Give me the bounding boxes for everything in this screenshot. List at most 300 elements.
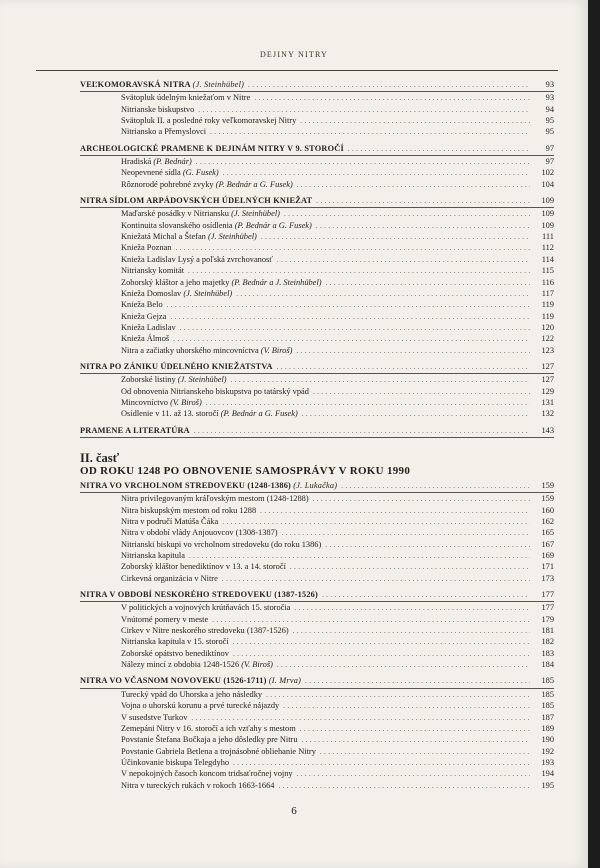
entry-title (121, 300, 163, 309)
toc-entry (80, 221, 554, 232)
section-title (80, 426, 190, 435)
toc-page-number: 159 (541, 494, 554, 504)
toc-page-number: 189 (541, 723, 554, 733)
toc-text: Maďarské posádky v Nitriansku (121, 209, 229, 219)
dot-leader (294, 604, 530, 612)
toc-text: Nitriansko a Přemyslovci (121, 127, 207, 137)
toc-entry (80, 540, 554, 551)
toc-author: (V. Biroš) (241, 660, 273, 670)
dot-leader (261, 233, 530, 241)
toc-text: Knieža Poznan (121, 243, 172, 253)
toc-entry (80, 266, 554, 277)
toc-text: Od obnovenia Nitrianskeho biskupstva po tatárský vpád (121, 386, 309, 396)
section-title (80, 196, 312, 205)
toc-section-heading (80, 196, 554, 207)
toc-text: Knieža Belo (121, 300, 163, 310)
toc-entry (80, 116, 554, 127)
toc-page-number: 117 (541, 288, 554, 298)
section-rule (80, 91, 554, 92)
part-title: II. časť (80, 450, 120, 465)
toc-section-heading (80, 144, 554, 155)
dot-leader (277, 256, 530, 264)
toc-page-number: 177 (541, 590, 554, 600)
toc-entry (80, 409, 554, 420)
dot-leader (290, 563, 530, 571)
toc-text: NITRA VO VRCHOLNOM STREDOVEKU (1248-1386) (80, 480, 292, 490)
toc-page-number: 192 (541, 746, 554, 756)
toc-entry (80, 168, 554, 179)
entry-title (121, 312, 166, 321)
dot-leader (293, 627, 530, 635)
dot-leader (236, 290, 530, 298)
toc-text: NITRA VO VČASNOM NOVOVEKU (1526-1711) (80, 676, 267, 686)
dot-leader (260, 507, 530, 515)
toc-page-number: 129 (541, 386, 554, 396)
toc-page-number: 127 (541, 361, 554, 371)
section-title (80, 80, 244, 89)
entry-title (121, 626, 289, 635)
dot-leader (326, 279, 530, 287)
toc-page-number: 127 (541, 375, 554, 385)
toc-entry (80, 334, 554, 345)
toc-entry (80, 157, 554, 168)
dot-leader (188, 267, 530, 275)
entry-title (121, 769, 293, 778)
dot-leader (277, 661, 530, 669)
toc-text: NITRA V OBDOBÍ NESKORÉHO STREDOVEKU (1387-1526) (80, 590, 318, 600)
running-header: DEJINY NITRY (259, 50, 329, 59)
toc-entry (80, 781, 554, 792)
toc-entry (80, 180, 554, 191)
entry-title (121, 334, 169, 343)
toc-page-number: 109 (541, 196, 554, 206)
toc-entry (80, 690, 554, 701)
dot-leader (175, 244, 530, 252)
toc-text: Nitra biskupským mestom od roku 1288 (121, 505, 257, 515)
toc-page-number: 159 (541, 480, 554, 490)
toc-page-number: 162 (541, 517, 554, 526)
toc-page-number: 185 (541, 676, 554, 686)
toc-entry (80, 346, 554, 357)
toc-page-number: 173 (541, 573, 554, 583)
toc-author: (I. Mrva) (268, 676, 302, 686)
entry-title (121, 494, 309, 503)
section-title (80, 362, 273, 371)
toc-text: Svätopluk II. a posledné roky veľkomoravskej Nitry (121, 116, 297, 126)
toc-entry (80, 127, 554, 138)
entry-title (121, 168, 219, 177)
toc-text: Kontinuita slovanského osídlenia (121, 220, 233, 230)
toc-author: (J. Steinhübel) (177, 375, 227, 385)
toc-page-number: 165 (541, 528, 554, 538)
entry-title (121, 758, 229, 767)
toc-page-number: 122 (541, 334, 554, 344)
dot-leader (170, 313, 530, 321)
dot-leader (297, 770, 530, 778)
toc-text: Knieža Álmoš (121, 334, 170, 344)
toc-entry (80, 701, 554, 712)
toc-text: Knieža Gejza (121, 311, 167, 321)
dot-leader (233, 650, 530, 658)
toc-text: Knieža Ladislav (121, 322, 176, 332)
toc-text: Nitra v tureckých rukách v rokoch 1663-1664 (121, 780, 275, 790)
toc-author: (J. Steinhübel) (231, 209, 280, 219)
entry-title (121, 232, 257, 241)
section-title (80, 481, 337, 490)
toc-entry (80, 289, 554, 300)
toc-page-number: 97 (545, 157, 554, 167)
toc-author: (P. Bednár a G. Fusek) (234, 220, 312, 230)
toc-entry (80, 232, 554, 243)
toc-entry (80, 517, 554, 528)
toc-page-number: 187 (541, 712, 554, 722)
toc-entry (80, 387, 554, 398)
dot-leader (296, 347, 530, 355)
toc-text: Mincovníctvo (121, 397, 168, 407)
toc-text: PRAMENE A LITERATÚRA (80, 425, 190, 435)
dot-leader (283, 702, 530, 710)
toc-page-number: 109 (541, 220, 554, 230)
toc-entry (80, 603, 554, 614)
section-rule (80, 207, 554, 208)
toc-entry (80, 209, 554, 220)
dot-leader (284, 210, 530, 218)
toc-part-1 (80, 80, 554, 438)
dot-leader (173, 335, 530, 343)
toc-text: V politických a vojnových krútňavách 15. storočia (121, 603, 291, 613)
toc-section-heading (80, 676, 554, 687)
toc-page-number: 119 (541, 300, 554, 310)
toc-text: Hradiská (121, 157, 152, 167)
toc-entry (80, 735, 554, 746)
dot-leader (316, 222, 530, 230)
toc-text: Vojna o uhorskú korunu a prvé turecké nájazdy (121, 701, 280, 711)
dot-leader (282, 529, 530, 537)
toc-entry (80, 626, 554, 637)
toc-author: (V. Biroš) (170, 397, 202, 407)
toc-text: Cirkev v Nitre neskorého stredoveku (1387-1526) (121, 626, 289, 636)
toc-text: Zoborské opátstvo benediktínov (121, 648, 229, 658)
entry-title (121, 690, 262, 699)
toc-page-number: 185 (541, 701, 554, 711)
toc-text: Nitrianska kapitula v 15. storočí (121, 637, 229, 647)
toc-page-number: 95 (545, 116, 554, 126)
toc-page-number: 97 (545, 143, 554, 153)
toc-page-number: 185 (541, 689, 554, 699)
entry-title (121, 528, 278, 537)
entry-title (121, 540, 321, 549)
section-rule (80, 373, 554, 374)
toc-text: Osídlenie v 11. až 13. storočí (121, 409, 219, 419)
dot-leader (196, 158, 530, 166)
toc-page-number: 114 (541, 254, 554, 264)
toc-author: (P. Bednár a G. Fusek) (220, 409, 298, 419)
dot-leader (248, 81, 530, 89)
entry-title (121, 637, 229, 646)
toc-page-number: 115 (541, 266, 554, 276)
toc-page-number: 160 (541, 505, 554, 515)
entry-title (121, 615, 208, 624)
toc-page-number: 102 (541, 168, 554, 178)
toc-entry (80, 278, 554, 289)
entry-title (121, 180, 293, 189)
toc-text: V nepokojných časoch koncom tridsaťročnej vojny (121, 769, 293, 779)
entry-title (121, 209, 280, 218)
toc-entry (80, 615, 554, 626)
dot-leader (297, 181, 530, 189)
entry-title (121, 660, 273, 669)
toc-page-number: 179 (541, 614, 554, 624)
toc-section-heading (80, 590, 554, 601)
toc-entry (80, 243, 554, 254)
toc-text: Zoborský kláštor a jeho majetky (121, 277, 230, 287)
toc-page-number: 119 (541, 311, 554, 321)
toc-entry (80, 494, 554, 505)
toc-entry (80, 323, 554, 334)
dot-leader (223, 169, 530, 177)
toc-page-number: 195 (541, 780, 554, 790)
toc-entry (80, 105, 554, 116)
entry-title (121, 506, 256, 515)
dot-leader (305, 677, 530, 685)
dot-leader (233, 638, 530, 646)
dot-leader (194, 427, 530, 435)
page-edge (588, 0, 600, 868)
entry-title (121, 398, 202, 407)
toc-text: Povstanie Gabriela Betlena a trojnásobné obliehanie Nitry (121, 746, 316, 756)
toc-page-number: 116 (541, 277, 554, 287)
entry-title (121, 409, 298, 418)
dot-leader (302, 736, 530, 744)
dot-leader (313, 495, 530, 503)
dot-leader (277, 363, 530, 371)
toc-entry (80, 649, 554, 660)
entry-title (121, 735, 298, 744)
toc-text: Turecký vpád do Uhorska a jeho následky (121, 689, 263, 699)
toc-section-heading (80, 80, 554, 91)
toc-page-number: 94 (545, 104, 554, 114)
entry-title (121, 387, 309, 396)
toc-entry (80, 528, 554, 539)
toc-text: NITRA SÍDLOM ARPÁDOVSKÝCH ÚDELNÝCH KNIEŽAT (80, 196, 313, 206)
toc-text: Neopevnené sídla (121, 168, 181, 178)
dot-leader (266, 691, 530, 699)
section-title (80, 676, 301, 685)
toc-entry (80, 398, 554, 409)
dot-leader (300, 725, 530, 733)
entry-title (121, 93, 250, 102)
toc-entry (80, 300, 554, 311)
toc-page-number: 194 (541, 769, 554, 779)
entry-title (121, 255, 273, 264)
toc-part-2 (80, 481, 554, 792)
entry-title (121, 127, 206, 136)
toc-page-number: 120 (541, 322, 554, 332)
entry-title (121, 747, 316, 756)
entry-title (121, 243, 171, 252)
entry-title (121, 701, 279, 710)
toc-section-heading (80, 362, 554, 373)
dot-leader (191, 714, 530, 722)
toc-text: Nitrianska kapitula (121, 551, 185, 561)
dot-leader (322, 591, 530, 599)
entry-title (121, 105, 194, 114)
toc-page-number: 111 (542, 232, 554, 242)
dot-leader (210, 128, 530, 136)
toc-page-number: 95 (545, 127, 554, 137)
toc-entry (80, 660, 554, 671)
toc-page-number: 181 (541, 626, 554, 636)
toc-page-number: 171 (541, 562, 554, 572)
toc-text: Rôznorodé pohrebné zvyky (121, 179, 214, 189)
page-number: 6 (291, 805, 297, 817)
toc-page-number: 93 (545, 93, 554, 103)
dot-leader (222, 518, 530, 526)
dot-leader (198, 106, 530, 114)
toc-entry (80, 769, 554, 780)
toc-page-number: 104 (541, 179, 554, 189)
toc-page-number: 167 (541, 539, 554, 549)
toc-text: Zemepáni Nitry v 16. storočí a ich vzťahy s mestom (121, 723, 296, 733)
toc-text: Nitra v období vlády Anjouovcov (1308-1387) (121, 528, 278, 538)
entry-title (121, 781, 275, 790)
toc-page-number: 131 (541, 397, 554, 407)
section-rule (80, 601, 554, 602)
toc-text: Knieža Ladislav Lysý a poľská zvrchovanosť (121, 254, 273, 264)
toc-text: Nitra privilegovaným kráľovským mestom (1248-1288) (121, 494, 309, 504)
toc-text: Zoborský kláštor benediktínov v 13. a 14. storočí (121, 562, 286, 572)
toc-page-number: 123 (541, 345, 554, 355)
toc-text: Cirkevná organizácia v Nitre (121, 573, 218, 583)
section-title (80, 144, 344, 153)
section-rule (80, 437, 554, 438)
toc-entry (80, 506, 554, 517)
toc-text: Nálezy mincí z obdobia 1248-1526 (121, 660, 240, 670)
section-title (80, 590, 318, 599)
toc-text: Vnútorné pomery v meste (121, 614, 209, 624)
section-rule (80, 688, 554, 689)
toc-section-heading (80, 481, 554, 492)
toc-author: (G. Fusek) (182, 168, 219, 178)
toc-page-number: 193 (541, 757, 554, 767)
toc-text: VEĽKOMORAVSKÁ NITRA (80, 80, 191, 89)
toc-text: V susedstve Turkov (121, 712, 188, 722)
toc-section-heading (80, 426, 554, 437)
toc-entry (80, 713, 554, 724)
dot-leader (348, 145, 530, 153)
toc-text: Knieža Domoslav (121, 288, 182, 298)
toc-page-number: 132 (541, 409, 554, 419)
entry-title (121, 375, 227, 384)
entry-title (121, 649, 229, 658)
toc-text: Kniežatá Michal a Štefan (121, 232, 206, 242)
entry-title (121, 289, 232, 298)
toc-page-number: 112 (541, 243, 554, 253)
toc-page-number: 184 (541, 660, 554, 670)
toc-text: Nitra v područí Matúša Čáka (121, 517, 219, 526)
header-rule (36, 70, 558, 71)
toc-text: Účinkovanie biskupa Telegdyho (121, 757, 230, 767)
toc-author: (J. Steinhübel) (207, 232, 257, 242)
entry-title (121, 724, 296, 733)
dot-leader (320, 748, 530, 756)
dot-leader (325, 541, 530, 549)
entry-title (121, 517, 218, 526)
toc-entry (80, 93, 554, 104)
entry-title (121, 551, 185, 560)
dot-leader (300, 117, 530, 125)
entry-title (121, 323, 176, 332)
entry-title (121, 221, 312, 230)
toc-page-number: 182 (541, 637, 554, 647)
toc-entry (80, 375, 554, 386)
toc-page-number: 177 (541, 603, 554, 613)
toc-entry (80, 637, 554, 648)
dot-leader (231, 376, 530, 384)
toc-entry (80, 747, 554, 758)
entry-title (121, 266, 184, 275)
entry-title (121, 116, 296, 125)
dot-leader (302, 410, 530, 418)
dot-leader (180, 324, 530, 332)
entry-title (121, 157, 192, 166)
toc-page-number: 93 (545, 80, 554, 89)
toc-entry (80, 551, 554, 562)
toc-entry (80, 255, 554, 266)
toc-text: Nitriansky komitát (121, 266, 185, 276)
toc-page-number: 190 (541, 735, 554, 745)
dot-leader (316, 197, 530, 205)
entry-title (121, 713, 187, 722)
toc-author: (J. Steinhübel) (192, 80, 245, 89)
section-rule (80, 155, 554, 156)
toc-text: Nitra a začiatky uhorského mincovníctva (121, 345, 259, 355)
toc-text: ARCHEOLOGICKÉ PRAMENE K DEJINÁM NITRY V 9. STOROČÍ (80, 143, 344, 153)
toc-author: (J. Steinhübel) (183, 288, 233, 298)
dot-leader (341, 482, 530, 490)
toc-entry (80, 562, 554, 573)
toc-page-number: 143 (541, 425, 554, 435)
entry-title (121, 278, 322, 287)
dot-leader (222, 575, 530, 583)
toc-text: Zoborské listiny (121, 375, 176, 385)
toc-text: Svätopluk údelným kniežaťom v Nitre (121, 93, 251, 103)
dot-leader (206, 399, 530, 407)
dot-leader (189, 552, 530, 560)
entry-title (121, 574, 218, 583)
dot-leader (279, 782, 531, 790)
toc-entry (80, 574, 554, 585)
toc-author: (V. Biroš) (260, 345, 293, 355)
toc-page-number: 183 (541, 648, 554, 658)
entry-title (121, 603, 290, 612)
toc-text: Nitrianski biskupi vo vrcholnom stredoveku (do roku 1386) (121, 539, 322, 549)
toc-author: (P. Bednár a G. Fusek) (215, 179, 293, 189)
dot-leader (212, 616, 530, 624)
toc-author: (P. Bednár) (153, 157, 192, 167)
toc-author: (P. Bednár a J. Steinhübel) (231, 277, 322, 287)
toc-entry (80, 724, 554, 735)
entry-title (121, 346, 292, 355)
toc-page-number: 109 (541, 209, 554, 219)
table-of-contents (80, 80, 554, 792)
toc-page-number: 169 (541, 551, 554, 561)
toc-text: NITRA PO ZÁNIKU ÚDELNÉHO KNIEŽATSTVA (80, 361, 273, 371)
part-subtitle: OD ROKU 1248 PO OBNOVENIE SAMOSPRÁVY V ROKU 1990 (80, 464, 411, 477)
toc-text: Nitrianske biskupstvo (121, 104, 195, 114)
dot-leader (167, 301, 530, 309)
dot-leader (233, 759, 530, 767)
